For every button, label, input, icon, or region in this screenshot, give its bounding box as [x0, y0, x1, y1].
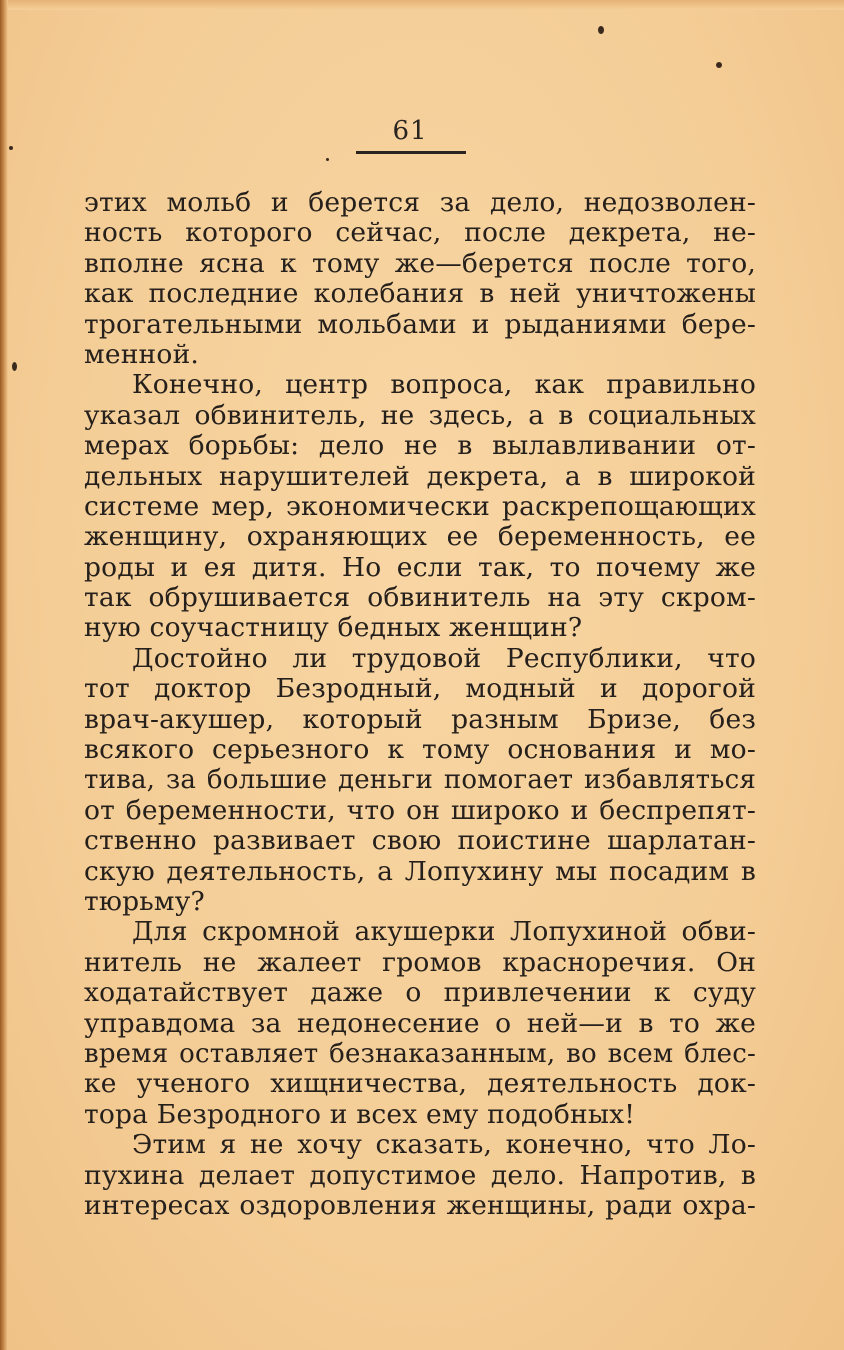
- text-line: тора Безродного и всех ему подобных!: [84, 1098, 636, 1130]
- text-line: как последние колебания в ней уничтожены: [84, 278, 756, 310]
- ink-speck: [12, 362, 17, 371]
- ink-speck: [716, 62, 722, 68]
- text-line: управдома за недонесение о ней—и в то же: [84, 1007, 756, 1039]
- text-line: вполне ясна к тому же—берется после того,: [84, 247, 756, 279]
- text-line: трогательными мольбами и рыданиями бере-: [84, 308, 756, 340]
- text-line: пухина делает допустимое дело. Напротив, в: [84, 1159, 756, 1191]
- text-line: Для скромной акушерки Лопухиной обви-: [132, 916, 756, 948]
- text-line: женщину, охраняющих ее беременность, ее: [84, 521, 756, 553]
- text-line: указал обвинитель, не здесь, а в социальных: [84, 399, 756, 431]
- header-rule: [356, 151, 466, 154]
- page-top-edge: [0, 0, 844, 10]
- text-line: Этим я не хочу сказать, конечно, что Ло-: [132, 1129, 756, 1161]
- page-number: 61: [392, 116, 428, 146]
- ink-speck: [598, 26, 604, 34]
- text-line: ходатайствует даже о привлечении к суду: [84, 977, 756, 1009]
- text-line: тива, за большие деньги помогает избавляться: [84, 765, 756, 796]
- text-line: этих мольб и берется за дело, недозволен-: [84, 187, 756, 218]
- text-line: дельных нарушителей декрета, а в широкой: [84, 460, 756, 492]
- text-line: ке ученого хищничества, деятельность док-: [84, 1068, 756, 1100]
- text-line: Достойно ли трудовой Республики, что: [132, 642, 756, 674]
- body-text: [84, 188, 756, 1221]
- text-line: ную соучастницу бедных женщин?: [84, 612, 583, 644]
- text-line: ность которого сейчас, после декрета, не-: [84, 217, 756, 249]
- text-line: всякого серьезного к тому основания и мо-: [84, 734, 756, 766]
- text-line: интересах оздоровления женщины, ради охра-: [84, 1189, 756, 1221]
- text-line: нитель не жалеет громов красноречия. Он: [84, 946, 756, 978]
- text-line: менной.: [84, 338, 200, 370]
- text-line: так обрушивается обвинитель на эту скром-: [84, 582, 756, 614]
- text-line: роды и ея дитя. Но если так, то почему же: [84, 551, 756, 583]
- text-line: время оставляет безнаказанным, во всем блес-: [84, 1038, 756, 1069]
- ink-speck: [326, 158, 329, 161]
- text-line: системе мер, экономически раскрепощающих: [84, 490, 756, 522]
- text-line: мерах борьбы: дело не в вылавливании от-: [84, 430, 756, 462]
- text-line: ственно развивает свою поистине шарлатан-: [84, 825, 756, 857]
- page-binding-edge: [0, 0, 8, 1350]
- text-line: тюрьму?: [84, 885, 205, 917]
- text-line: тот доктор Безродный, модный и дорогой: [84, 673, 756, 705]
- text-line: скую деятельность, а Лопухину мы посадим в: [84, 855, 756, 887]
- text-line: от беременности, что он широко и беспрепят-: [84, 794, 756, 826]
- ink-speck: [9, 146, 13, 150]
- text-line: врач-акушер, который разным Бризе, без: [84, 703, 756, 735]
- text-line: Конечно, центр вопроса, как правильно: [132, 369, 756, 401]
